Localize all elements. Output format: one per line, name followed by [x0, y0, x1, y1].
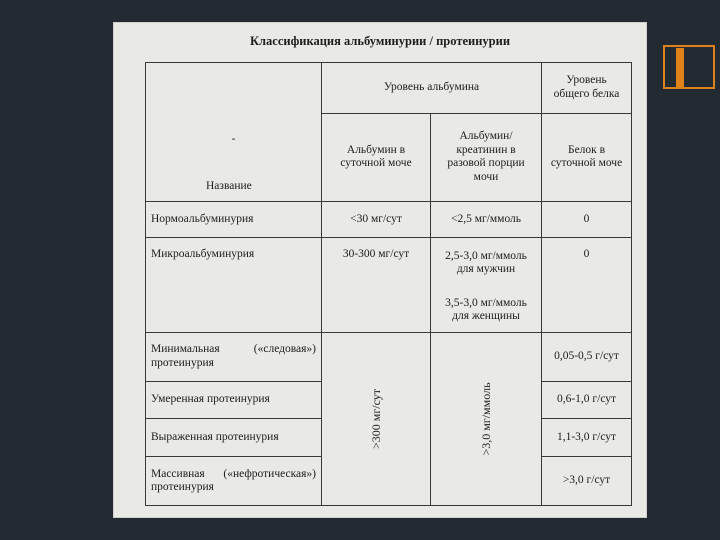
- row-name: [146, 457, 322, 506]
- row-name: Выраженная протеинурия: [146, 419, 322, 457]
- name-header-cell: [146, 63, 322, 202]
- protein-value: 1,1-3,0 г/сут: [542, 419, 632, 457]
- albumin-urine-header: Альбумин в суточной моче: [322, 113, 431, 202]
- header-row-1: [146, 63, 632, 114]
- row-name: Умеренная протеинурия: [146, 381, 322, 419]
- row-name: Нормоальбуминурия: [146, 202, 322, 238]
- protein-value: 0: [542, 202, 632, 238]
- ratio-value: <2,5 мг/ммоль: [431, 202, 542, 238]
- ratio-vertical-value: >3,0 мг/ммоль: [478, 382, 493, 456]
- ratio-value-women: 3,5-3,0 мг/ммоль для женщины: [431, 288, 542, 332]
- name-header: Название: [206, 179, 252, 192]
- row-name: Микроальбуминурия: [146, 238, 322, 333]
- table-row: [146, 202, 632, 238]
- albumin-creatinine-header: Альбумин/ креатинин в разовой порции мочи: [431, 113, 542, 202]
- albumin-level-header: Уровень альбумина: [322, 63, 542, 114]
- row-name-part: Массивная: [151, 467, 205, 480]
- scanned-document: [113, 22, 647, 518]
- albumin-value: 30-300 мг/сут: [322, 238, 431, 333]
- protein-urine-header: Белок в суточной моче: [542, 113, 632, 202]
- protein-value: 0,6-1,0 г/сут: [542, 381, 632, 419]
- table-row: [146, 238, 632, 289]
- ratio-vertical-cell: [431, 333, 542, 506]
- decorative-frame: [663, 45, 715, 89]
- decorative-bar: [676, 48, 684, 87]
- ratio-value-men: 2,5-3,0 мг/ммоль для мужчин: [431, 238, 542, 289]
- row-name: [146, 333, 322, 382]
- document-title: Классификация альбуминурии / протеинурии: [249, 34, 511, 48]
- row-name-part: протеинурия: [151, 356, 214, 369]
- total-protein-header: Уровень общего белка: [542, 63, 632, 114]
- classification-table: [145, 62, 632, 506]
- dash-mark: -: [231, 133, 236, 145]
- row-name-part: («нефротическая»): [223, 467, 316, 480]
- table-row: [146, 333, 632, 382]
- albumin-vertical-value: >300 мг/сут: [368, 388, 383, 450]
- protein-value: >3,0 г/сут: [542, 457, 632, 506]
- albumin-vertical-cell: [322, 333, 431, 506]
- row-name-part: («следовая»): [253, 343, 316, 356]
- albumin-value: <30 мг/сут: [322, 202, 431, 238]
- row-name-part: Минимальная: [151, 343, 220, 356]
- protein-value: 0,05-0,5 г/сут: [542, 333, 632, 382]
- protein-value: 0: [542, 238, 632, 333]
- row-name-part: протеинурия: [151, 481, 214, 494]
